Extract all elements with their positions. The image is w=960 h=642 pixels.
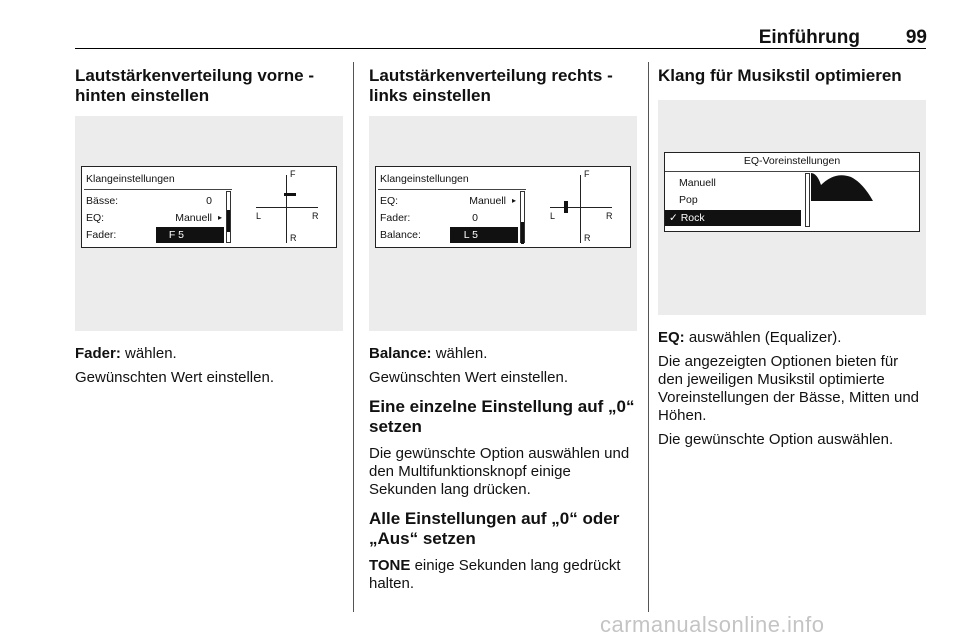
panel-title: EQ-Voreinstellungen <box>743 155 841 167</box>
paragraph: Gewünschten Wert einstellen. <box>369 369 568 386</box>
menu-row-selected: Fader: F 5 <box>86 227 224 243</box>
paragraph: Balance: wählen. <box>369 345 488 362</box>
column-3 <box>658 66 926 455</box>
paragraph: Fader: wählen. <box>75 345 177 362</box>
scrollbar <box>805 173 810 227</box>
subsection-heading: Alle Einstellungen auf „0“ oder „Aus“ setzen <box>369 509 620 548</box>
arrow-right-icon: ▸ <box>217 213 222 222</box>
balance-fader-crosshair: F R L R <box>550 169 613 243</box>
page-number: 99 <box>905 27 927 48</box>
column-divider <box>648 62 649 612</box>
menu-row: Fader: 0 <box>380 212 478 224</box>
column-1 <box>75 66 343 393</box>
arrow-right-icon: ▸ <box>511 196 516 205</box>
sound-settings-panel <box>375 166 631 248</box>
display-screenshot <box>369 116 637 331</box>
preset-item-selected: ✓ Rock <box>665 210 801 226</box>
scrollbar <box>520 191 525 243</box>
paragraph: Gewünschten Wert einstellen. <box>75 369 274 386</box>
panel-title: Klangeinstellungen <box>86 173 175 185</box>
header-rule <box>75 48 926 49</box>
eq-curve-graphic <box>811 171 917 201</box>
sound-settings-panel <box>81 166 337 248</box>
paragraph: Die gewünschte Option auswählen. <box>658 431 894 448</box>
preset-item: Pop <box>679 194 698 206</box>
preset-item: Manuell <box>679 177 716 189</box>
display-screenshot <box>658 100 926 315</box>
watermark: carmanualsonline.info <box>600 612 825 637</box>
column-2 <box>369 66 637 599</box>
scrollbar <box>226 191 231 243</box>
eq-presets-panel <box>664 152 920 232</box>
paragraph: EQ: auswählen (Equalizer). <box>658 329 842 346</box>
menu-row: EQ: Manuell ▸ <box>86 212 222 224</box>
menu-row-selected: Balance: L 5 <box>380 227 518 243</box>
menu-row: EQ: Manuell ▸ <box>380 195 516 207</box>
paragraph: TONE einige Sekunden lang gedrückt halten. <box>369 557 621 592</box>
menu-row: Bässe: 0 <box>86 195 212 207</box>
panel-title: Klangeinstellungen <box>380 173 469 185</box>
paragraph: Die angezeigten Optionen bieten für den jeweiligen Musikstil optimierte Voreinstellungen der Bässe, Mitten und Höhen. <box>658 353 919 424</box>
subsection-heading: Eine einzelne Einstellung auf „0“ setzen <box>369 397 635 436</box>
column-divider <box>353 62 354 612</box>
section-heading: Klang für Musikstil optimieren <box>658 66 902 85</box>
display-screenshot <box>75 116 343 331</box>
header-title: Einführung <box>758 27 860 48</box>
section-heading: Lautstärkenverteilung vorne - hinten einstellen <box>75 66 315 105</box>
balance-fader-crosshair: F R L R <box>256 169 319 243</box>
paragraph: Die gewünschte Option auswählen und den Multifunktionsknopf einige Sekunden lang drücken. <box>369 445 630 498</box>
section-heading: Lautstärkenverteilung rechts - links einstellen <box>369 66 613 105</box>
